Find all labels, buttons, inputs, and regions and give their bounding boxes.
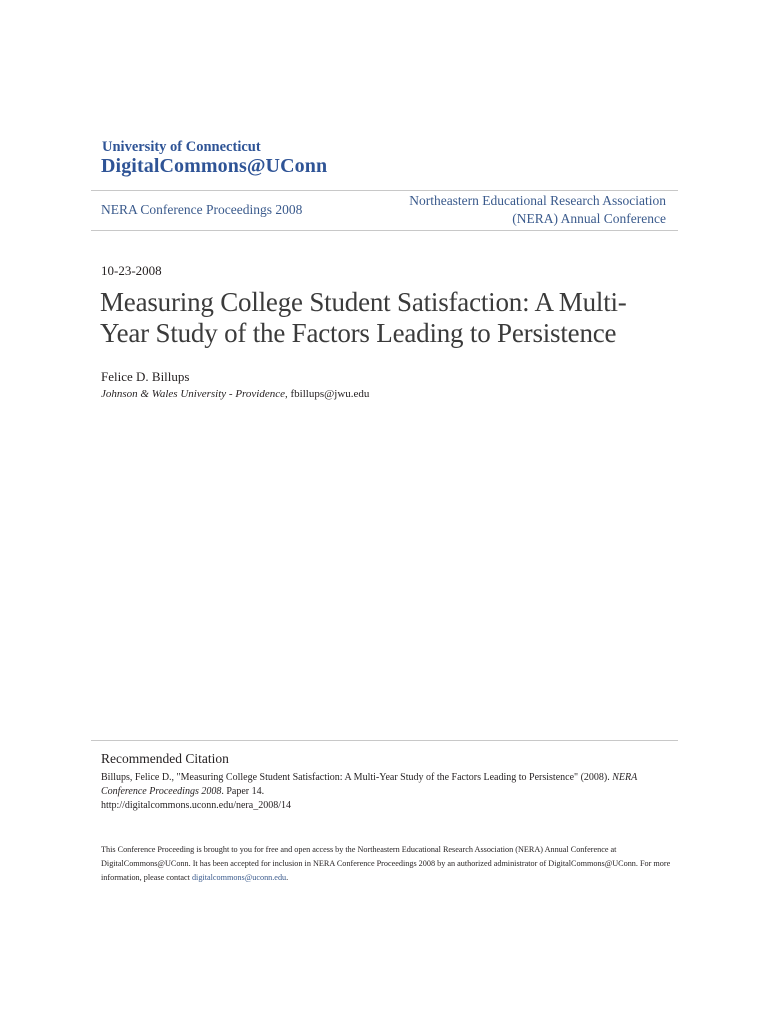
paper-title-line2: Year Study of the Factors Leading to Persistence xyxy=(100,318,617,348)
paper-title-line1: Measuring College Student Satisfaction: A Multi- xyxy=(100,287,627,317)
affiliation-institution: Johnson & Wales University - Providence xyxy=(101,388,286,400)
citation-url[interactable]: http://digitalcommons.uconn.edu/nera_2008/14 xyxy=(101,800,291,811)
access-notice xyxy=(101,843,671,885)
citation-text xyxy=(101,771,671,813)
divider-top xyxy=(91,190,678,191)
citation-paper: . Paper 14. xyxy=(221,786,265,797)
citation-heading: Recommended Citation xyxy=(101,751,229,766)
conference-link[interactable] xyxy=(366,192,666,228)
affiliation-separator: , xyxy=(285,388,291,400)
citation-main: Billups, Felice D., "Measuring College Student Satisfaction: A Multi-Year Study of the Factors Leading to Persistence" (2008). xyxy=(101,772,613,783)
citation-journal: NERA Conference Proceedings 2008 xyxy=(101,772,638,797)
institution-link[interactable]: University of Connecticut xyxy=(102,139,261,155)
conference-line1: Northeastern Educational Research Association xyxy=(409,193,666,208)
contact-email-link[interactable]: digitalcommons@uconn.edu xyxy=(191,873,287,882)
notice-end: . xyxy=(286,873,289,882)
divider-middle xyxy=(91,230,678,231)
author-affiliation xyxy=(101,388,369,400)
series-link[interactable]: NERA Conference Proceedings 2008 xyxy=(101,202,303,217)
conference-line2: (NERA) Annual Conference xyxy=(512,211,666,226)
paper-title xyxy=(100,287,680,349)
author-name: Felice D. Billups xyxy=(101,369,190,384)
author-email: fbillups@jwu.edu xyxy=(290,388,370,400)
notice-text: This Conference Proceeding is brought to you for free and open access by the Northeastern Educational Research Association (NERA) Annual Conference at DigitalCommons@UConn. It has been accepted for inclusion in NERA Conference Proceedings 2008 by an authorized administrator of DigitalCommons@UConn. For more information, please contact xyxy=(101,845,671,882)
publication-date: 10-23-2008 xyxy=(101,263,162,278)
divider-citation xyxy=(91,740,678,741)
repository-link[interactable]: DigitalCommons@UConn xyxy=(101,155,328,177)
